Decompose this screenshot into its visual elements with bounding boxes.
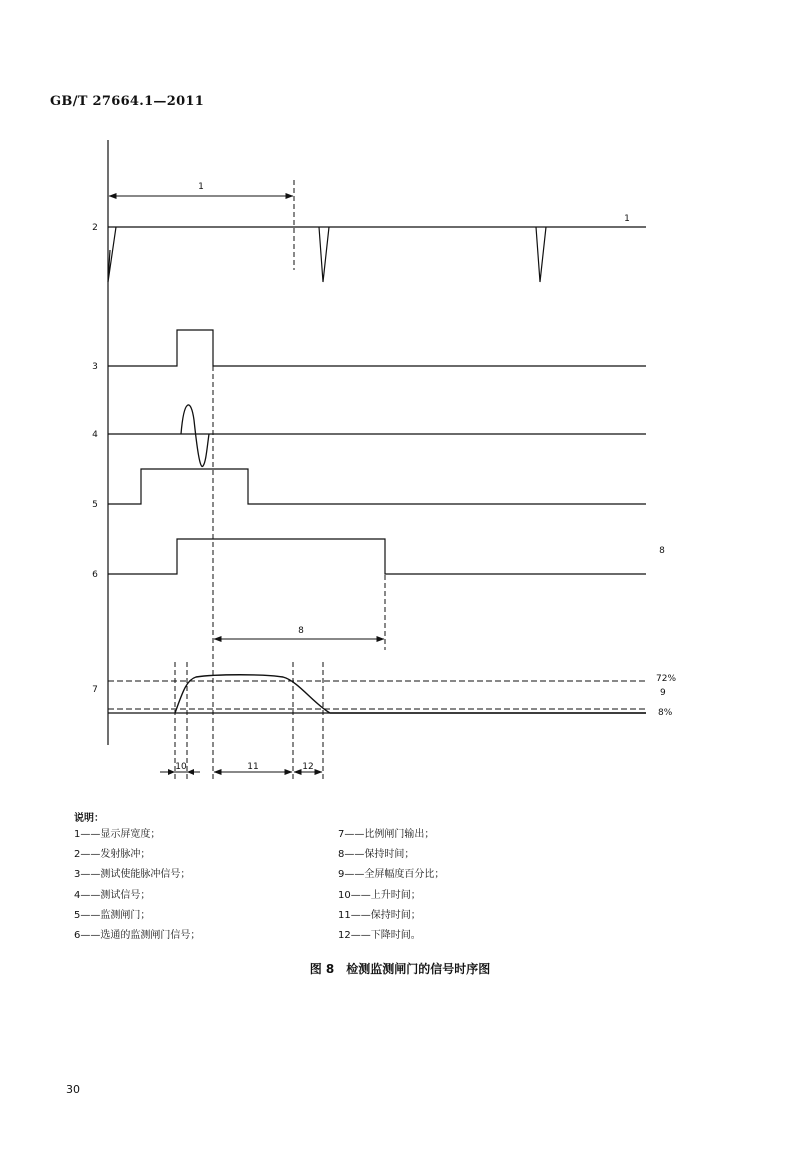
legend-item: 3——测试使能脉冲信号； xyxy=(74,869,191,881)
legend-item: 4——测试信号； xyxy=(74,889,151,901)
legend-item: 8——保持时间； xyxy=(338,849,415,861)
legend-item: 6——选通的监测闸门信号； xyxy=(74,929,201,941)
transmit-pulse-2 xyxy=(319,227,329,282)
display-width-label: 1 xyxy=(198,182,204,192)
row-label-transmit-pulse: 2 xyxy=(92,223,98,233)
passed-gate-signal xyxy=(108,539,646,574)
legend-right-column xyxy=(338,825,444,946)
transmit-pulse-1 xyxy=(108,227,116,282)
legend-item: 7——比例闸门输出； xyxy=(338,829,435,840)
legend-item: 10——上升时间； xyxy=(338,889,421,901)
row-label-proportional-output: 7 xyxy=(92,685,98,695)
monitor-gate-signal xyxy=(108,469,646,504)
test-enable-signal xyxy=(108,330,646,366)
legend-item: 11——保持时间； xyxy=(338,909,421,921)
legend-item: 5——监测闸门； xyxy=(74,909,151,921)
proportional-output-curve xyxy=(175,675,646,713)
legend-item: 2——发射脉冲； xyxy=(74,849,151,861)
fall-time-label: 12 xyxy=(302,762,314,772)
standard-number: GB/T 27664.1—2011 xyxy=(50,94,205,109)
legend-item: 9——全屏幅度百分比； xyxy=(338,869,445,881)
threshold-high-label: 72% xyxy=(656,674,677,684)
hold-time-arrow-label: 8 xyxy=(298,626,304,636)
row-label-test-signal: 4 xyxy=(92,430,98,440)
legend-item: 1——显示屏宽度； xyxy=(74,829,161,840)
figure-caption: 图 8 检测监测闸门的信号时序图 xyxy=(309,962,491,976)
test-signal-wave xyxy=(181,405,209,467)
threshold-low-label: 8% xyxy=(658,708,673,718)
hold-time-top-label: 8 xyxy=(659,546,665,556)
row-label-monitor-gate: 5 xyxy=(92,500,98,510)
legend-left-column xyxy=(74,825,200,946)
transmit-pulse-3 xyxy=(536,227,546,282)
row-label-passed-gate: 6 xyxy=(92,570,98,580)
legend-item: 12——下降时间。 xyxy=(338,929,421,941)
full-screen-percent-label: 9 xyxy=(660,688,666,698)
right-end-label: 1 xyxy=(624,214,630,224)
row-label-test-enable: 3 xyxy=(92,362,98,372)
rise-time-label: 10 xyxy=(175,762,187,772)
page-number: 30 xyxy=(66,1083,80,1096)
hold-time-bottom-label: 11 xyxy=(247,762,259,772)
legend-title: 说明： xyxy=(74,813,104,824)
